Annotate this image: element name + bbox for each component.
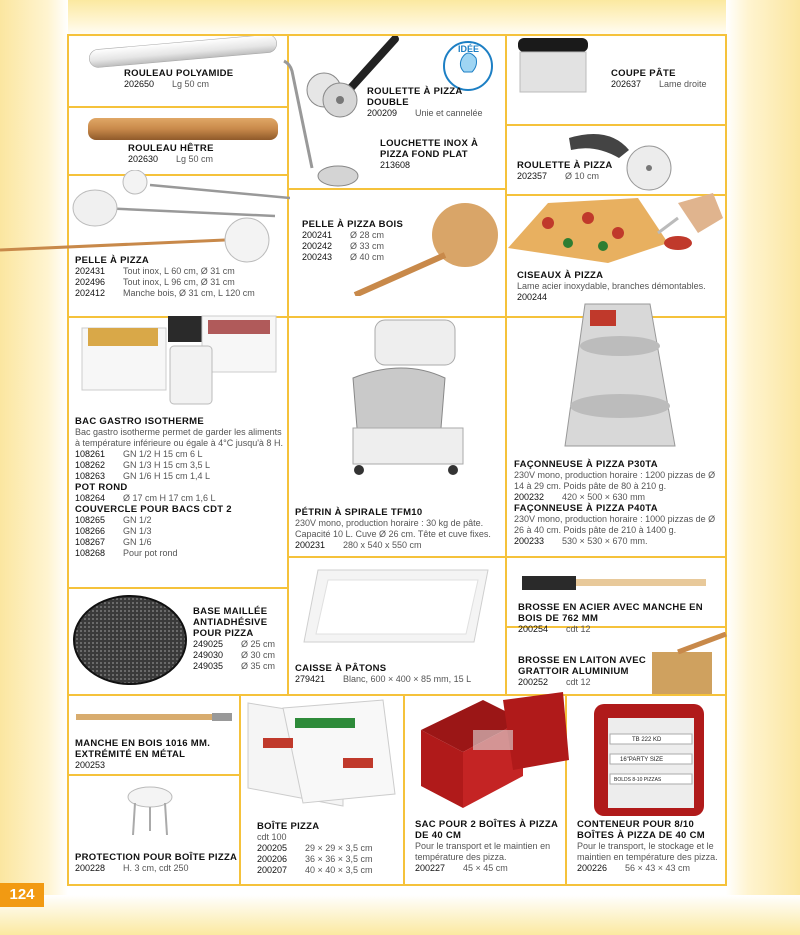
product-code: 200254 [518,624,549,634]
product-conteneur [577,819,725,874]
product-row [75,548,285,559]
product-title: ROULETTE À PIZZA DOUBLE [367,86,463,108]
grid-line [505,556,725,558]
product-code: 202412 [75,288,106,298]
product-row [193,639,285,650]
product-protection [75,852,240,874]
product-row [518,624,718,635]
product-code: 202496 [75,277,106,287]
product-desc: Ø 30 cm [241,650,276,660]
product-title: COUVERCLE POUR BACS CDT 2 [75,504,232,515]
product-description: 230V mono, production horaire : 1200 pizzas de Ø 14 à 29 cm. Poids pâte de 80 à 210 g. [514,470,716,491]
product-desc: 56 × 43 × 43 cm [625,863,691,873]
gastro-container-image [78,306,286,410]
product-code: 200253 [75,760,106,770]
grid-line [67,774,239,776]
product-code: 249025 [193,639,224,649]
container-label-1: TB 222 KD [632,737,662,743]
product-desc: Ø 25 cm [241,639,276,649]
grid-line [287,556,505,558]
product-row [75,760,235,771]
page-bottom-gradient [0,895,800,935]
product-title: ROULEAU POLYAMIDE [124,68,234,79]
beech-rolling-pin-image [86,114,280,144]
product-title: FAÇONNEUSE À PIZZA P40TA [514,503,658,514]
product-code: 202637 [611,79,642,89]
product-description: Bac gastro isotherme permet de garder les aliments à température inférieure ou égale à 4°C jusqu'à 8 H. [75,427,283,448]
product-code: 200209 [367,108,398,118]
product-row [302,241,422,252]
product-title: BOÎTE PIZZA [257,821,320,832]
product-row [380,160,480,171]
product-row [75,515,285,526]
product-desc: Pour pot rond [123,548,178,558]
product-row [193,661,285,672]
pizza-boxes-image [243,698,401,808]
product-title: BROSSE EN ACIER AVEC MANCHE EN BOIS DE 762 MM [518,602,703,624]
product-title: BROSSE EN LAITON AVEC GRATTOIR ALUMINIUM [518,655,647,677]
pizza-bag-image [413,690,573,820]
product-row [193,650,285,661]
product-desc: 420 × 500 × 630 mm [562,492,646,502]
product-code: 200244 [517,292,548,302]
product-title: ROULETTE À PIZZA [517,160,613,171]
product-code: 108264 [75,493,106,503]
product-code: 108268 [75,548,106,558]
product-row [128,154,268,165]
product-rouleau-polyamide [124,68,274,90]
product-row [518,677,648,688]
product-row [517,171,637,182]
product-desc: Ø 33 cm [350,241,385,251]
page-top-gradient [0,0,800,38]
product-desc: Ø 40 cm [350,252,385,262]
product-code: 200206 [257,854,288,864]
container-label-3: BOLDS 8-10 PIZZAS [614,777,662,783]
product-code: 200233 [514,536,545,546]
product-description: Pour le transport et le maintien en température des pizza. [415,841,551,862]
product-description: 230V mono, production horaire : 30 kg de pâte. Capacité 10 L. Cuve Ø 26 cm. Tête et cuve fixes. [295,518,491,539]
grid-line [287,316,289,694]
product-petrin [295,507,503,551]
product-code: 200207 [257,865,288,875]
product-code: 108265 [75,515,106,525]
box-support-image [125,783,175,839]
product-title: FAÇONNEUSE À PIZZA P30TA [514,459,658,470]
product-row [75,863,240,874]
product-sac [415,819,565,874]
product-desc: Lame droite [659,79,707,89]
product-title: CONTENEUR POUR 8/10 BOÎTES À PIZZA DE 40 CM [577,819,705,841]
product-row [295,674,495,685]
product-description: Pour le transport, le stockage et le maintien en température des pizza. [577,841,718,862]
product-pelle-pizza [75,255,285,299]
grid-line [505,316,507,694]
dough-scraper-image [510,38,594,98]
product-desc: Ø 17 cm H 17 cm 1,6 L [123,493,216,503]
product-code: 108263 [75,471,106,481]
product-desc: GN 1/6 H 15 cm 1,4 L [123,471,211,481]
product-code: 200205 [257,843,288,853]
product-row [75,526,285,537]
product-base-maillee [193,606,285,672]
product-row [75,471,285,482]
product-desc: GN 1/6 [123,537,152,547]
polyamide-rolling-pin-image [85,36,280,70]
product-boite-pizza [257,821,397,876]
product-caisse [295,663,495,685]
product-desc: Blanc, 600 × 400 × 85 mm, 15 L [343,674,472,684]
product-desc: Tout inox, L 96 cm, Ø 31 cm [123,277,235,287]
product-code: 200226 [577,863,608,873]
product-desc: GN 1/2 H 15 cm 6 L [123,449,203,459]
product-desc: H. 3 cm, cdt 250 [123,863,189,873]
product-code: 200228 [75,863,106,873]
pizza-mesh-image [72,594,190,686]
product-row [367,108,497,119]
product-roulette-pizza [517,160,637,182]
grid-line [505,124,725,126]
wooden-handle-image [74,710,234,724]
product-code: 200252 [518,677,549,687]
product-code: 202630 [128,154,159,164]
product-desc: Ø 10 cm [565,171,600,181]
product-row [257,854,397,865]
product-desc: GN 1/2 [123,515,152,525]
product-code: 200231 [295,540,326,550]
product-title: BAC GASTRO ISOTHERME [75,416,204,427]
product-row [75,493,285,504]
product-manche-bois [75,738,235,771]
product-row [415,863,565,874]
product-title: CISEAUX À PIZZA [517,270,604,281]
pizza-press-image [560,296,700,456]
product-desc: 40 × 40 × 3,5 cm [305,865,373,875]
grid-line [67,106,287,108]
product-code: 200241 [302,230,333,240]
product-row [124,79,274,90]
product-code: 249035 [193,661,224,671]
product-code: 202650 [124,79,155,89]
product-title: CAISSE À PÂTONS [295,663,387,674]
product-desc: 45 × 45 cm [463,863,508,873]
product-desc: cdt 12 [566,624,591,634]
product-title: ROULEAU HÊTRE [128,143,214,154]
product-desc: Tout inox, L 60 cm, Ø 31 cm [123,266,235,276]
product-title: MANCHE EN BOIS 1016 MM. EXTRÉMITÉ EN MÉTAL [75,738,211,760]
page-number: 124 [0,883,44,907]
product-ciseaux [517,270,722,303]
product-title: PELLE À PIZZA [75,255,150,266]
steel-brush-image [520,572,710,598]
grid-line [725,34,727,886]
product-rouleau-hetre [128,143,268,165]
product-code: 213608 [380,160,411,170]
product-desc: Ø 28 cm [350,230,385,240]
grid-line [505,34,507,316]
product-title: COUPE PÂTE [611,68,676,79]
pizza-container-image [590,694,708,822]
product-title: PÉTRIN À SPIRALE TFM10 [295,507,423,518]
ladle-image [272,56,362,191]
product-title: PROTECTION POUR BOÎTE PIZZA [75,852,238,863]
product-desc: 29 × 29 × 3,5 cm [305,843,373,853]
product-code: 279421 [295,674,326,684]
product-desc: 530 × 530 × 670 mm. [562,536,648,546]
product-code: 200242 [302,241,333,251]
product-row [75,449,285,460]
product-desc: 36 × 36 × 3,5 cm [305,854,373,864]
product-desc: Lg 50 cm [176,154,214,164]
product-coupe-pate [611,68,721,90]
product-row [75,277,285,288]
product-row [302,252,422,263]
container-label-2: 16"PARTY SIZE [620,757,664,763]
grid-line [67,587,287,589]
product-code: 202431 [75,266,106,276]
brass-brush-image [648,632,728,698]
product-row [75,537,285,548]
product-title: BASE MAILLÉE ANTIADHÉSIVE POUR PIZZA [193,606,268,639]
product-title: LOUCHETTE INOX À PIZZA FOND PLAT [380,138,479,160]
product-row [517,292,722,303]
product-row [611,79,721,90]
product-code: 200243 [302,252,333,262]
page-left-gradient [0,0,68,935]
product-row [514,492,719,503]
product-row [257,865,397,876]
product-description: Lame acier inoxydable, branches démontables. [517,281,706,291]
product-row [75,266,285,277]
product-roulette-double [367,86,497,119]
product-code: 249030 [193,650,224,660]
product-code: 108267 [75,537,106,547]
product-brosse-acier [518,602,718,635]
pizza-scissors-image [508,188,726,270]
spiral-mixer-image [345,318,465,478]
product-description: 230V mono, production horaire : 1000 pizzas de Ø 26 à 40 cm. Poids pâte de 210 à 1400 g. [514,514,716,535]
product-row [295,540,503,551]
product-desc: Unie et cannelée [415,108,483,118]
product-faconneuse [514,459,719,547]
product-desc: cdt 12 [566,677,591,687]
grid-line [67,884,727,886]
product-row [257,843,397,854]
product-code: 108266 [75,526,106,536]
product-code: 200232 [514,492,545,502]
product-desc: Lg 50 cm [172,79,210,89]
product-row [75,288,285,299]
product-bac-gastro [75,416,285,559]
page-right-gradient [726,0,800,935]
product-title: POT ROND [75,482,128,493]
product-code: 108261 [75,449,106,459]
product-pelle-bois [302,219,422,263]
product-desc: 280 x 540 x 550 cm [343,540,422,550]
idea-badge-text: IDÉE [458,44,480,54]
product-title: SAC POUR 2 BOÎTES À PIZZA DE 40 CM [415,819,558,841]
product-row [302,230,422,241]
product-code: 108262 [75,460,106,470]
product-desc: GN 1/3 H 15 cm 3,5 L [123,460,211,470]
product-row [75,460,285,471]
product-desc: GN 1/3 [123,526,152,536]
product-description: cdt 100 [257,832,287,842]
grid-line [67,34,69,886]
product-row [514,536,719,547]
product-desc: Manche bois, Ø 31 cm, L 120 cm [123,288,255,298]
product-louchette [380,138,480,171]
grid-line [403,694,405,884]
product-code: 202357 [517,171,548,181]
product-title: PELLE À PIZZA BOIS [302,219,404,230]
product-row [577,863,725,874]
product-brosse-laiton [518,655,648,688]
dough-box-image [298,562,494,662]
product-desc: Ø 35 cm [241,661,276,671]
product-code: 200227 [415,863,446,873]
